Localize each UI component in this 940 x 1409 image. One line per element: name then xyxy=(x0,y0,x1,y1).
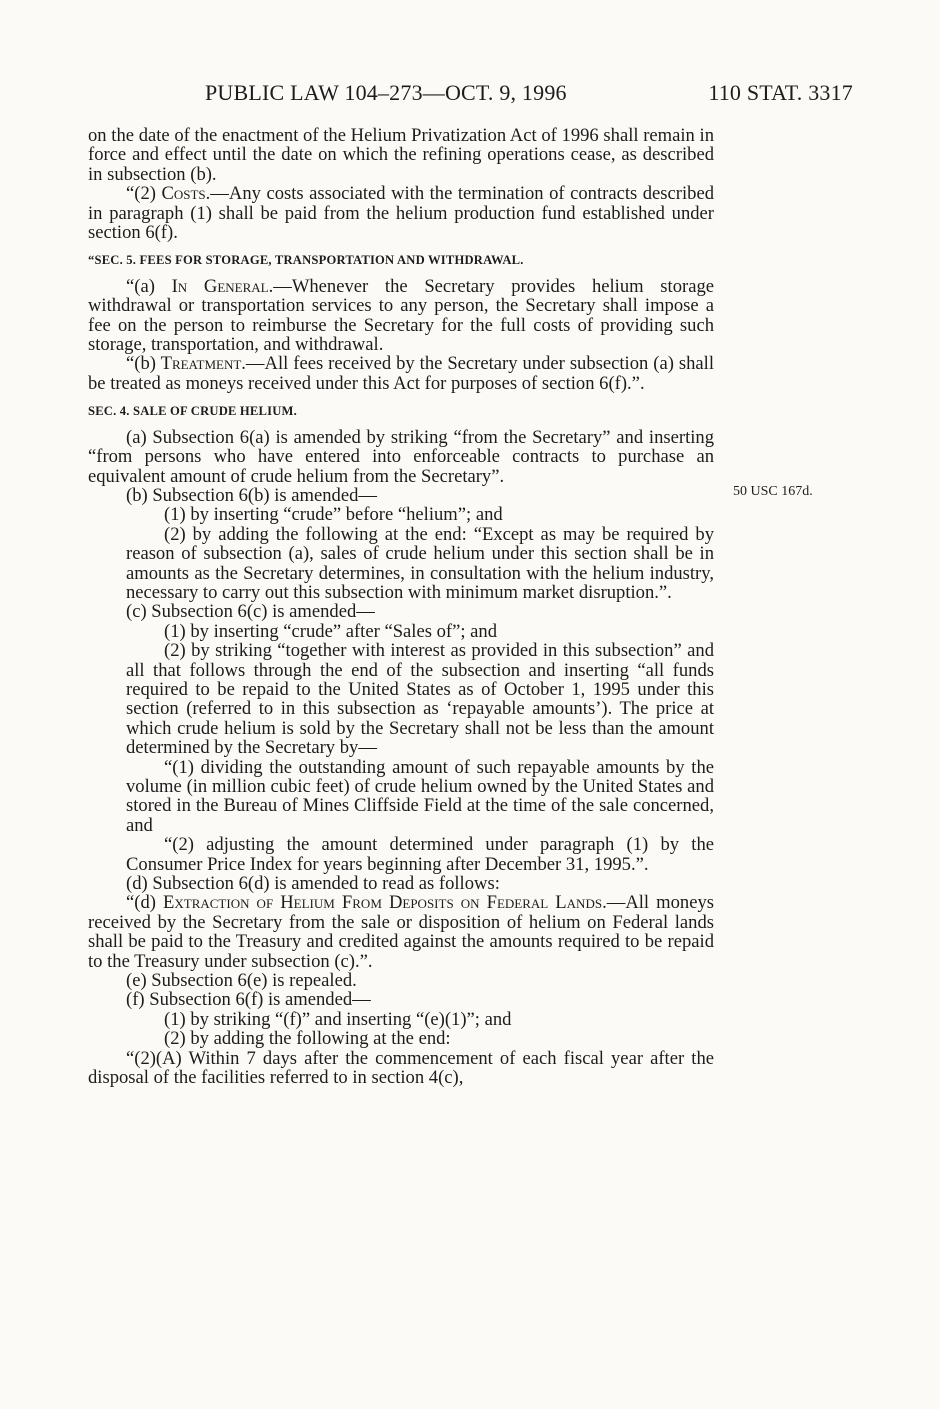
paragraph: (f) Subsection 6(f) is amended— xyxy=(126,989,371,1011)
paragraph: (c) Subsection 6(c) is amended— xyxy=(126,601,375,623)
paragraph: (a) Subsection 6(a) is amended by striking “from the Secretary” and inserting “from persons who have entered into enforceable contracts to purchase an equivalent amount of crude helium from the Secretary”. xyxy=(88,426,714,487)
paragraph: (1) by inserting “crude” after “Sales of”; and xyxy=(164,620,497,642)
paragraph: “(2)(A) Within 7 days after the commencement of each fiscal year after the disposal of the facilities referred to in section 4(c), xyxy=(88,1047,714,1089)
law-citation: PUBLIC LAW 104–273—OCT. 9, 1996 xyxy=(205,80,567,105)
document-body xyxy=(88,126,714,1088)
paragraph: (1) by striking “(f)” and inserting “(e)(1)”; and xyxy=(164,1008,512,1030)
paragraph: on the date of the enactment of the Helium Privatization Act of 1996 shall remain in force and effect until the date on which the refining operations cease, as described in subsection (b). xyxy=(88,125,714,185)
paragraph: “(2) adjusting the amount determined under paragraph (1) by the Consumer Price Index for years beginning after December 31, 1995.”. xyxy=(126,834,714,875)
paragraph: “(2) Costs.—Any costs associated with the termination of contracts described in paragraph (1) shall be paid from the helium production fund established under section 6(f). xyxy=(88,183,714,244)
page-header xyxy=(205,80,853,108)
margin-note: 50 USC 167d. xyxy=(733,484,813,499)
paragraph: “(d) Extraction of Helium From Deposits on Federal Lands.—All moneys received by the Secretary from the sale or disposition of helium on Federal lands shall be paid to the Treasury and credited against the amounts required to be repaid to the Treasury under subsection (c).”. xyxy=(88,892,714,972)
paragraph: (2) by adding the following at the end: “Except as may be required by reason of subsection (a), sales of crude helium under this section shall be in amounts as the Secretary determines, in consultation with the helium industry, necessary to carry out this subsection with minimum market disruption.”. xyxy=(126,523,714,603)
paragraph: “(b) Treatment.—All fees received by the Secretary under subsection (a) shall be treated as moneys received under this Act for purposes of section 6(f).”. xyxy=(88,353,715,394)
paragraph: (d) Subsection 6(d) is amended to read as follows: xyxy=(126,873,500,895)
page-number: 110 STAT. 3317 xyxy=(708,80,853,105)
paragraph: “(1) dividing the outstanding amount of such repayable amounts by the volume (in million cubic feet) of crude helium owned by the United States and stored in the Bureau of Mines Cliffside Field at the time of the sale concerned, and xyxy=(126,756,714,836)
paragraph: (2) by striking “together with interest as provided in this subsection” and all that follows through the end of the subsection and inserting “all funds required to be repaid to the United States as of October 1, 1995 under this section (referred to in this subsection as ‘repayable amounts’). The price at which crude helium is sold by the Secretary shall not be less than the amount determined by the Secretary by— xyxy=(126,640,714,759)
section-heading: SEC. 4. SALE OF CRUDE HELIUM. xyxy=(88,404,297,419)
paragraph: (e) Subsection 6(e) is repealed. xyxy=(126,970,357,992)
paragraph: “(a) In General.—Whenever the Secretary provides helium storage withdrawal or transportation services to any person, the Secretary shall impose a fee on the person to reimburse the Secretary for the full costs of providing such storage, transportation, and withdrawal. xyxy=(88,275,714,356)
paragraph: (1) by inserting “crude” before “helium”; and xyxy=(164,504,503,526)
paragraph: (b) Subsection 6(b) is amended— xyxy=(126,484,377,506)
section-heading: “SEC. 5. FEES FOR STORAGE, TRANSPORTATION AND WITHDRAWAL. xyxy=(88,253,524,268)
paragraph: (2) by adding the following at the end: xyxy=(164,1028,451,1050)
